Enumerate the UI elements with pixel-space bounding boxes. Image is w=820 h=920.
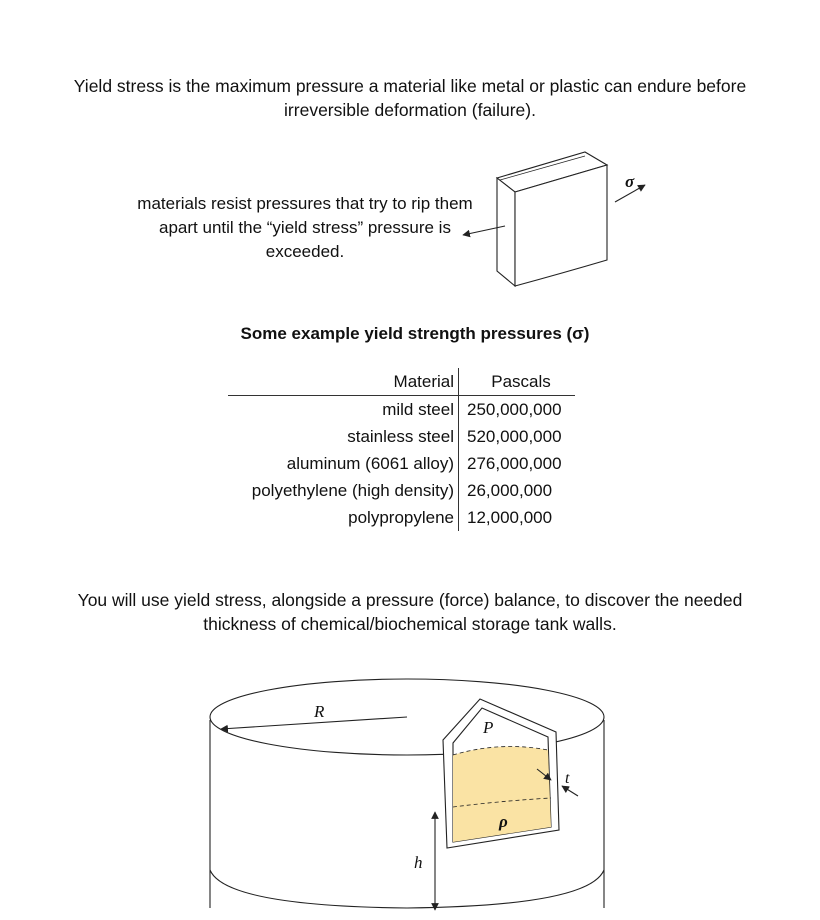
thickness-label: t [565,770,570,787]
table-row [228,396,575,424]
pascals-cell: 520,000,000 [467,427,562,446]
pascals-cell: 250,000,000 [467,400,562,419]
stress-block-diagram [455,145,675,295]
closing-text: You will use yield stress, alongside a pressure (force) balance, to discover the needed thickness of chemical/biochemical storage tank walls. [77,590,743,634]
table-header-row [228,368,575,396]
material-cell: polypropylene [228,504,459,531]
table-row [228,423,575,450]
height-label: h [414,853,423,872]
material-cell: aluminum (6061 alloy) [228,450,459,477]
material-cell: mild steel [228,396,459,424]
table-title: Some example yield strength pressures (σ) [240,324,590,343]
pascals-cell: 276,000,000 [467,454,562,473]
pressure-label: P [483,718,494,737]
intro-text: Yield stress is the maximum pressure a material like metal or plastic can endure before irreversible deformation (failure). [73,76,747,120]
density-label: ρ [499,812,508,831]
block-note: materials resist pressures that try to rip them apart until the “yield stress” pressure is exceeded. [137,194,473,261]
pascals-cell: 26,000,000 [467,481,553,500]
sigma-label: σ [625,172,635,191]
table-row [228,504,575,531]
storage-tank-diagram [195,670,625,920]
column-header-material: Material [228,368,459,396]
curved-block [497,152,607,286]
material-cell: stainless steel [228,423,459,450]
radius-label: R [314,702,325,721]
material-cell: polyethylene (high density) [228,477,459,504]
table-row [228,450,575,477]
thickness-arrow-out [562,786,578,796]
column-header-pascals: Pascals [459,368,576,396]
yield-strength-table [228,368,575,531]
pascals-cell: 12,000,000 [467,508,553,527]
table-row [228,477,575,504]
